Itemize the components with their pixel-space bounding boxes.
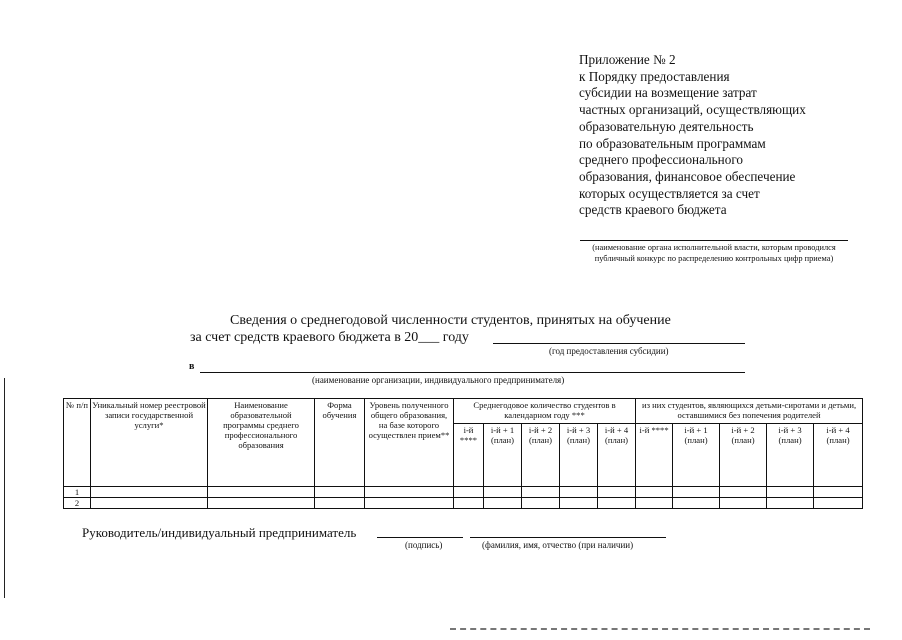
document-title — [190, 312, 750, 346]
appendix-line: образования, финансовое обеспечение — [579, 168, 796, 184]
table-cell[interactable] — [208, 498, 315, 509]
table-cell[interactable] — [315, 487, 365, 498]
table-cell[interactable] — [636, 498, 673, 509]
table-cell[interactable] — [636, 487, 673, 498]
subheader-orphans: i-й + 1 (план) — [673, 424, 720, 487]
appendix-line: Приложение № 2 — [579, 52, 676, 67]
subheader-avg: i-й + 2 (план) — [522, 424, 560, 487]
table-cell[interactable] — [208, 487, 315, 498]
header-form: Форма обучения — [315, 399, 365, 487]
appendix-line: к Порядку предоставления — [579, 68, 730, 84]
table-cell[interactable] — [484, 498, 522, 509]
subheader-avg: i-й + 3 (план) — [560, 424, 598, 487]
table-row — [64, 487, 863, 498]
table-cell[interactable] — [484, 487, 522, 498]
title-line-2: за счет средств краевого бюджета в 20___ году — [190, 330, 469, 345]
table-row — [64, 498, 863, 509]
appendix-line: которых осуществляется за счет — [579, 185, 760, 201]
table-cell[interactable] — [720, 487, 767, 498]
organ-caption: (наименование органа исполнительной власти, которым проводился публичный конкурс по распределению контрольных цифр приема) — [592, 243, 836, 263]
table-cell[interactable] — [91, 498, 208, 509]
subheader-orphans: i-й + 4 (план) — [814, 424, 863, 487]
table-cell[interactable] — [673, 487, 720, 498]
subheader-avg: i-й + 4 (план) — [598, 424, 636, 487]
table-cell[interactable] — [560, 487, 598, 498]
appendix-header — [579, 52, 879, 219]
organization-caption: (наименование организации, индивидуального предпринимателя) — [312, 375, 565, 385]
subheader-avg: i-й + 1 (план) — [484, 424, 522, 487]
page-edge-line — [4, 378, 5, 598]
subheader-orphans: i-й + 2 (план) — [720, 424, 767, 487]
full-name-caption: (фамилия, имя, отчество (при наличии) — [482, 540, 634, 550]
header-group-orphans: из них студентов, являющихся детьми-сиротами и детьми, оставшимися без попечения родителей — [636, 399, 863, 424]
organization-field[interactable] — [200, 372, 745, 373]
appendix-line: субсидии на возмещение затрат — [579, 85, 757, 101]
table-cell[interactable] — [522, 487, 560, 498]
table-cell[interactable] — [598, 487, 636, 498]
year-caption: (год предоставления субсидии) — [549, 346, 669, 356]
title-line-1: Сведения о среднегодовой численности студентов, принятых на обучение — [230, 313, 671, 328]
table-cell[interactable] — [814, 487, 863, 498]
org-prefix: в — [189, 361, 195, 372]
table-cell[interactable] — [673, 498, 720, 509]
subheader-orphans: i-й + 3 (план) — [767, 424, 814, 487]
header-num: № п/п — [64, 399, 91, 487]
appendix-line: средств краевого бюджета — [579, 202, 727, 218]
row-number: 1 — [64, 487, 91, 498]
table-cell[interactable] — [454, 498, 484, 509]
table-cell[interactable] — [767, 487, 814, 498]
signature-field[interactable] — [377, 537, 463, 538]
table-cell[interactable] — [720, 498, 767, 509]
table-cell[interactable] — [365, 487, 454, 498]
header-group-average: Среднегодовое количество студентов в календарном году *** — [454, 399, 636, 424]
subheader-orphans: i-й **** — [636, 424, 673, 487]
table-cell[interactable] — [560, 498, 598, 509]
full-name-field[interactable] — [470, 537, 666, 538]
table-cell[interactable] — [365, 498, 454, 509]
scan-artifact-line — [450, 628, 870, 630]
table-cell[interactable] — [598, 498, 636, 509]
appendix-line: частных организаций, осуществляющих — [579, 102, 806, 118]
appendix-line: среднего профессионального — [579, 152, 743, 168]
table-cell[interactable] — [454, 487, 484, 498]
appendix-line: образовательную деятельность — [579, 118, 754, 134]
appendix-line: по образовательным программам — [579, 135, 766, 151]
table-cell[interactable] — [522, 498, 560, 509]
header-registry: Уникальный номер реестровой записи государственной услуги* — [91, 399, 208, 487]
table-cell[interactable] — [91, 487, 208, 498]
subheader-avg: i-й **** — [454, 424, 484, 487]
table-cell[interactable] — [767, 498, 814, 509]
signature-caption: (подпись) — [405, 540, 443, 550]
header-program: Наименование образовательной программы среднего профессионального образования — [208, 399, 315, 487]
signature-label: Руководитель/индивидуальный предприниматель — [82, 525, 357, 540]
table-cell[interactable] — [814, 498, 863, 509]
table-cell[interactable] — [315, 498, 365, 509]
row-number: 2 — [64, 498, 91, 509]
year-field[interactable] — [493, 343, 745, 344]
students-table — [63, 398, 863, 509]
header-level: Уровень полученного общего образования, на базе которого осуществлен прием** — [365, 399, 454, 487]
organ-name-field[interactable] — [580, 240, 848, 241]
